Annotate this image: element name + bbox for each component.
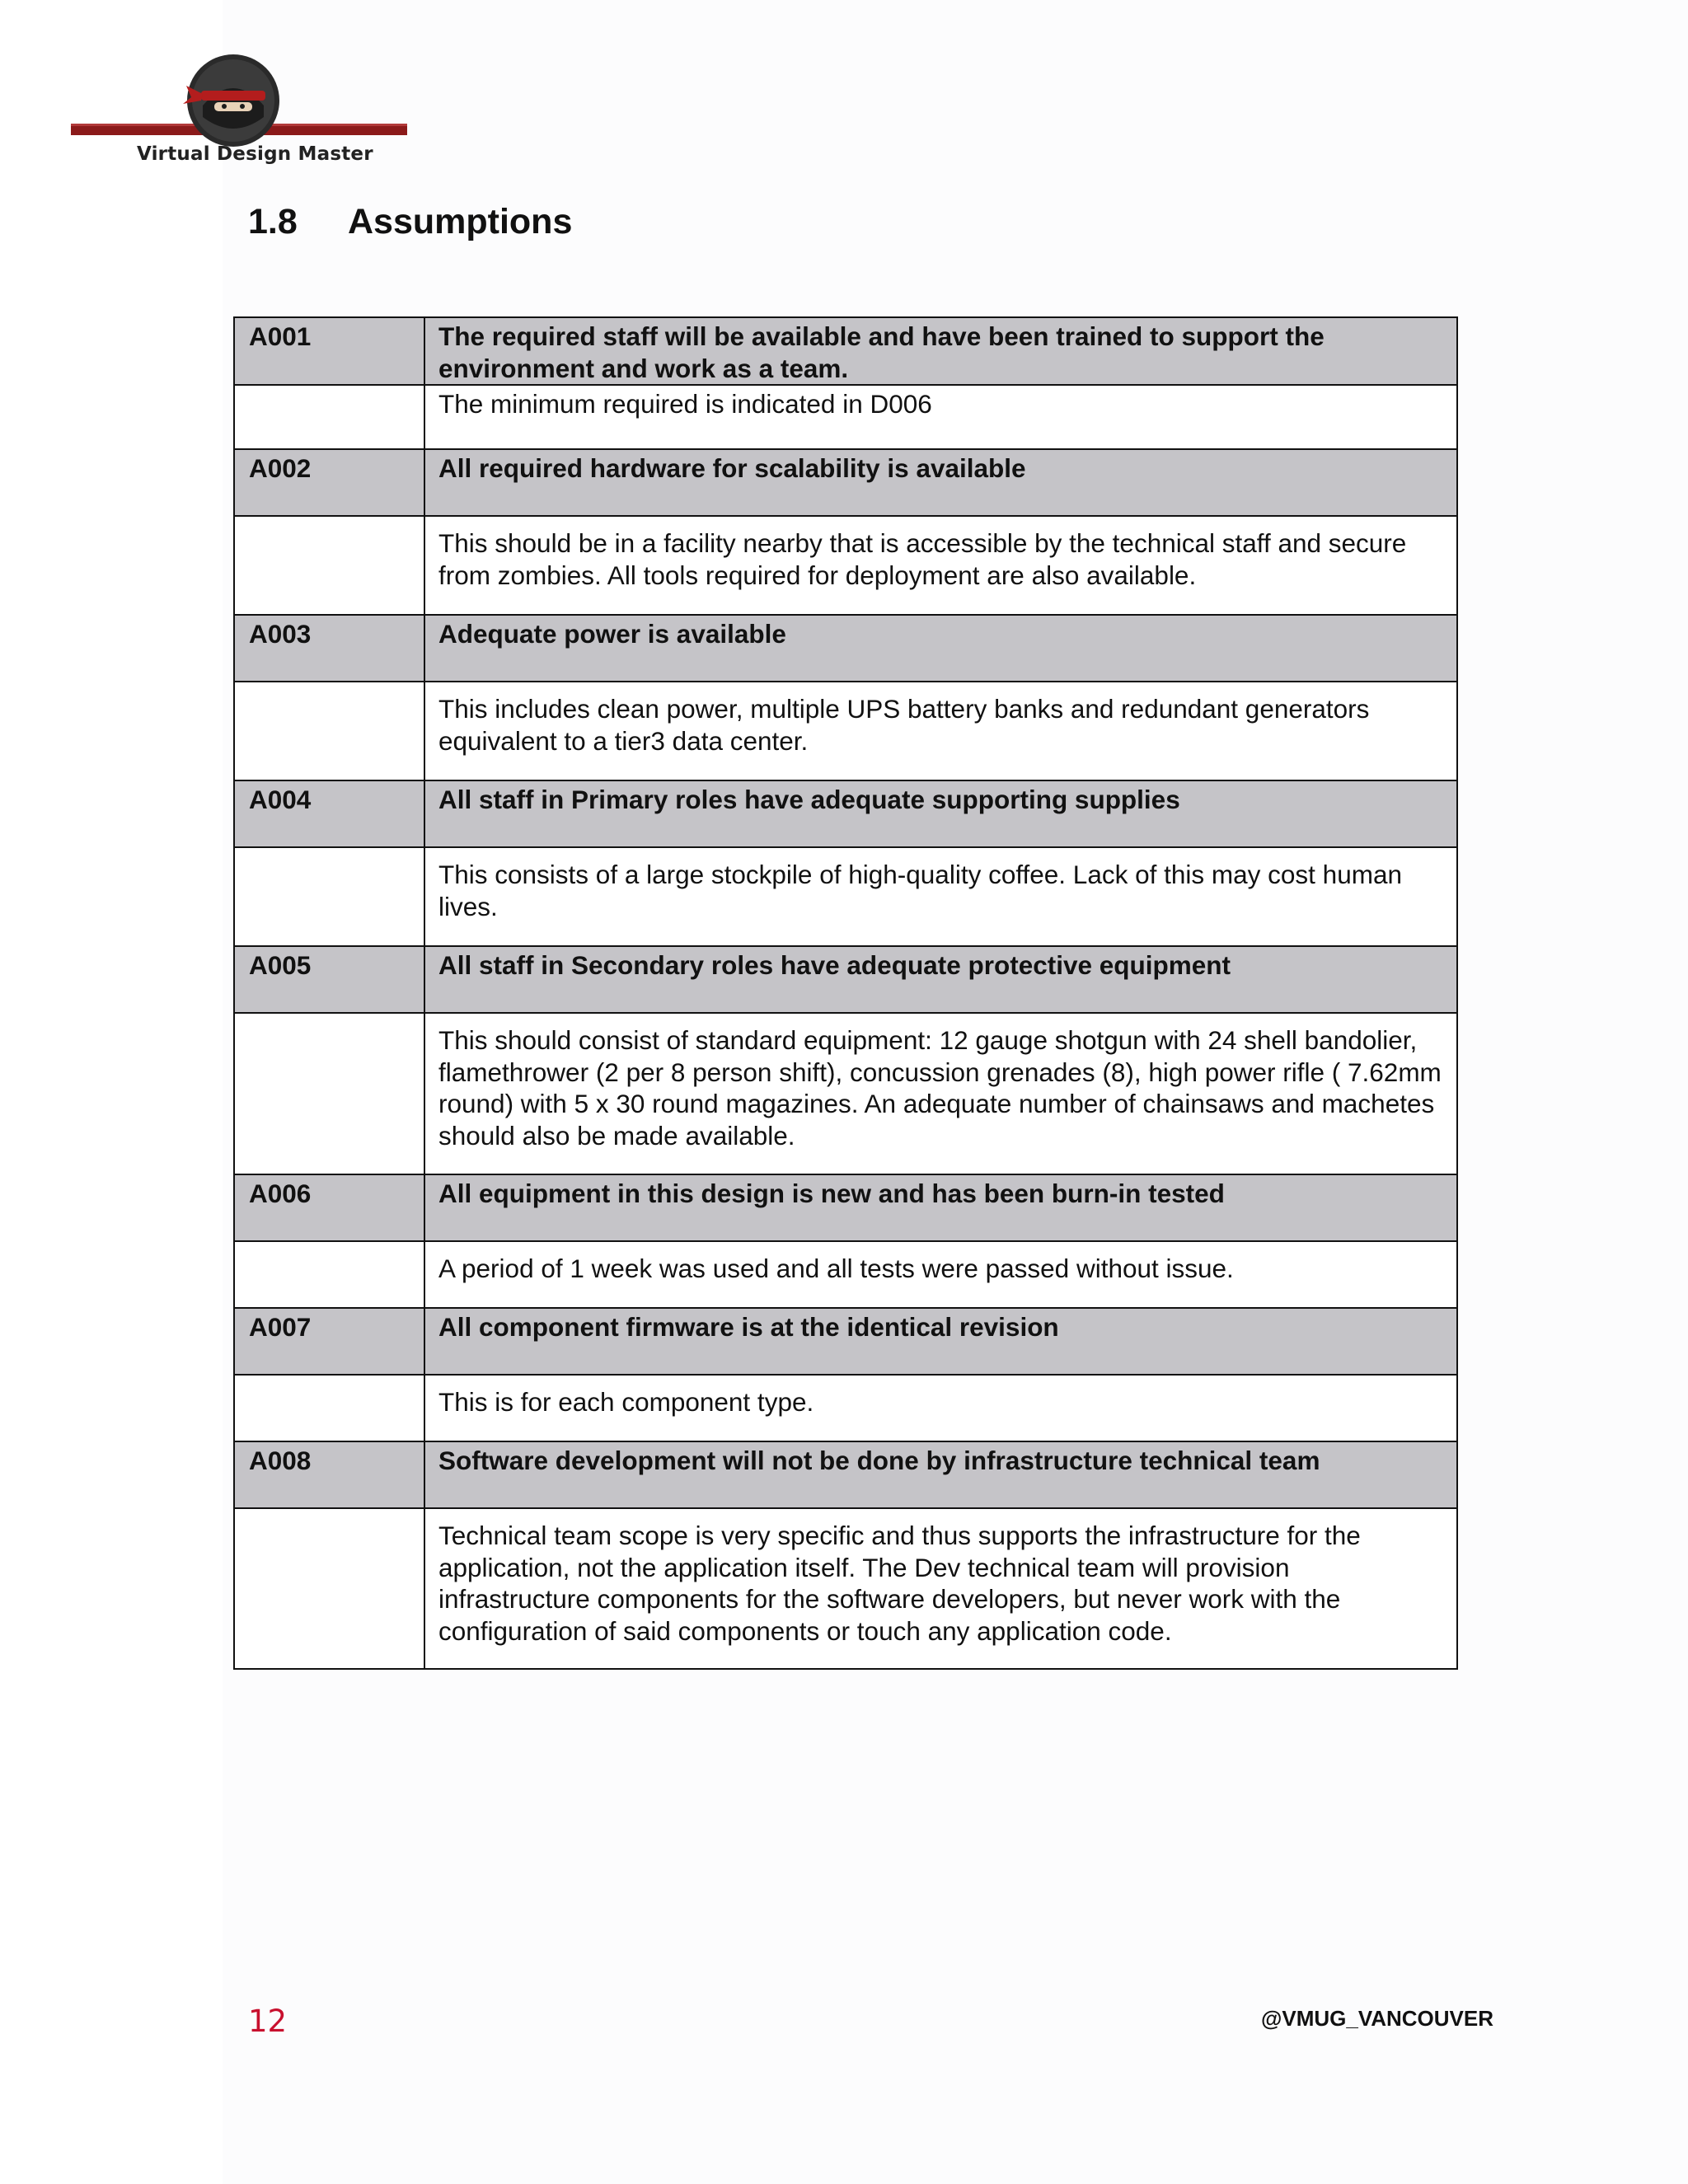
assumption-description: The minimum required is indicated in D006 [424, 385, 1457, 449]
section-number: 1.8 [248, 202, 298, 241]
assumption-description: This is for each component type. [424, 1375, 1457, 1441]
section-heading [248, 202, 572, 242]
assumption-description-row [234, 682, 1457, 780]
assumption-description-row [234, 1508, 1457, 1669]
assumption-title: All equipment in this design is new and has been burn-in tested [424, 1174, 1457, 1241]
assumption-header-row [234, 615, 1457, 682]
assumptions-table [233, 316, 1458, 1670]
assumption-title: All staff in Secondary roles have adequate protective equipment [424, 946, 1457, 1013]
assumption-description: This consists of a large stockpile of high-quality coffee. Lack of this may cost human lives. [424, 847, 1457, 946]
assumption-id: A006 [234, 1174, 424, 1241]
assumption-header-row [234, 1441, 1457, 1508]
assumption-description: This should consist of standard equipment: 12 gauge shotgun with 24 shell bandolier, flamethrower (2 per 8 person shift), concussion grenades (8), high power rifle ( 7.62mm round) with 5 x 30 round magazines. An adequate number of chainsaws and machetes should also be made available. [424, 1013, 1457, 1174]
assumption-id: A002 [234, 449, 424, 516]
assumption-description-row [234, 1241, 1457, 1308]
assumption-header-row [234, 449, 1457, 516]
assumption-description-row [234, 1013, 1457, 1174]
empty-id-cell [234, 516, 424, 615]
assumption-title: The required staff will be available and have been trained to support the environment and work as a team. [424, 317, 1457, 385]
assumption-id: A005 [234, 946, 424, 1013]
section-title: Assumptions [348, 202, 573, 241]
assumption-description: This includes clean power, multiple UPS battery banks and redundant generators equivalent to a tier3 data center. [424, 682, 1457, 780]
assumption-description: A period of 1 week was used and all tests were passed without issue. [424, 1241, 1457, 1308]
assumption-description-row [234, 847, 1457, 946]
assumption-title: All required hardware for scalability is available [424, 449, 1457, 516]
assumption-id: A003 [234, 615, 424, 682]
assumption-header-row [234, 1174, 1457, 1241]
empty-id-cell [234, 682, 424, 780]
page-number: 12 [248, 2004, 288, 2039]
empty-id-cell [234, 1508, 424, 1669]
assumption-description: This should be in a facility nearby that is accessible by the technical staff and secure from zombies. All tools required for deployment are also available. [424, 516, 1457, 615]
assumption-id: A001 [234, 317, 424, 385]
empty-id-cell [234, 1013, 424, 1174]
assumption-title: Software development will not be done by infrastructure technical team [424, 1441, 1457, 1508]
assumption-id: A008 [234, 1441, 424, 1508]
assumption-id: A007 [234, 1308, 424, 1375]
virtual-design-master-logo [71, 54, 409, 178]
assumption-description-row [234, 516, 1457, 615]
logo-text: Virtual Design Master [137, 143, 373, 165]
assumption-title: All component firmware is at the identical revision [424, 1308, 1457, 1375]
assumption-header-row [234, 946, 1457, 1013]
assumption-id: A004 [234, 780, 424, 847]
empty-id-cell [234, 1241, 424, 1308]
assumption-header-row [234, 780, 1457, 847]
assumption-description-row [234, 385, 1457, 449]
assumption-description: Technical team scope is very specific and thus supports the infrastructure for the application, not the application itself. The Dev technical team will provision infrastructure components for the software developers, but never work with the configuration of said components or touch any application code. [424, 1508, 1457, 1669]
assumption-title: All staff in Primary roles have adequate supporting supplies [424, 780, 1457, 847]
empty-id-cell [234, 1375, 424, 1441]
assumption-title: Adequate power is available [424, 615, 1457, 682]
assumption-description-row [234, 1375, 1457, 1441]
assumption-header-row [234, 317, 1457, 385]
footer-twitter-handle: @VMUG_VANCOUVER [1261, 2006, 1494, 2031]
assumption-header-row [234, 1308, 1457, 1375]
empty-id-cell [234, 847, 424, 946]
empty-id-cell [234, 385, 424, 449]
